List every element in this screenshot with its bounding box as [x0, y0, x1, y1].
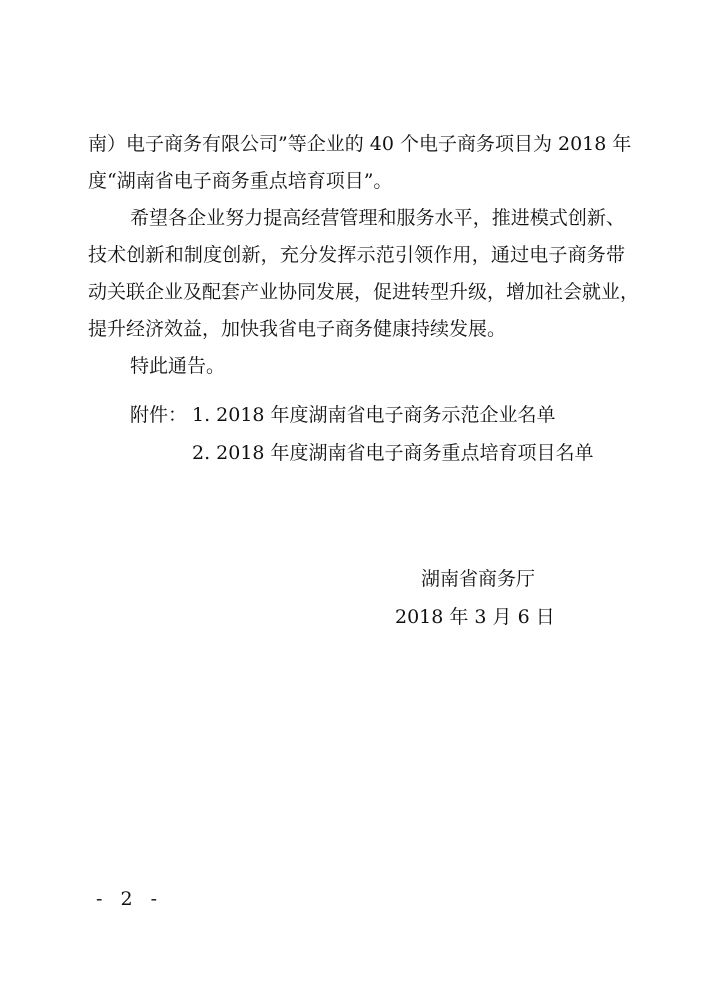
paragraph-2-line-2: 技术创新和制度创新，充分发挥示范引领作用，通过电子商务带	[88, 244, 625, 266]
issuing-organization: 湖南省商务厅	[421, 568, 536, 590]
paragraph-1-line-2: 度“湖南省电子商务重点培育项目”。	[88, 170, 393, 192]
page-number: - 2 -	[96, 888, 164, 910]
paragraph-2-line-1: 希望各企业努力提高经营管理和服务水平，推进模式创新、	[130, 207, 625, 229]
paragraph-2-line-3: 动关联企业及配套产业协同发展，促进转型升级，增加社会就业，	[88, 281, 640, 303]
paragraph-2-line-4: 提升经济效益，加快我省电子商务健康持续发展。	[88, 318, 507, 340]
signature-block	[395, 560, 555, 636]
closing-text: 特此通告。	[130, 355, 226, 377]
body-text	[88, 126, 640, 385]
attachment-item-1: 1. 2018 年度湖南省电子商务示范企业名单	[192, 404, 556, 426]
attachment-row	[130, 434, 594, 472]
attachment-row	[130, 396, 594, 434]
paragraph-1-line-1: 南）电子商务有限公司”等企业的 40 个电子商务项目为 2018 年	[88, 133, 632, 155]
attachments-list	[130, 396, 594, 472]
attachment-item-2: 2. 2018 年度湖南省电子商务重点培育项目名单	[192, 442, 594, 464]
issue-date: 2018 年 3 月 6 日	[395, 606, 555, 628]
attachments-label: 附件：	[130, 404, 188, 426]
